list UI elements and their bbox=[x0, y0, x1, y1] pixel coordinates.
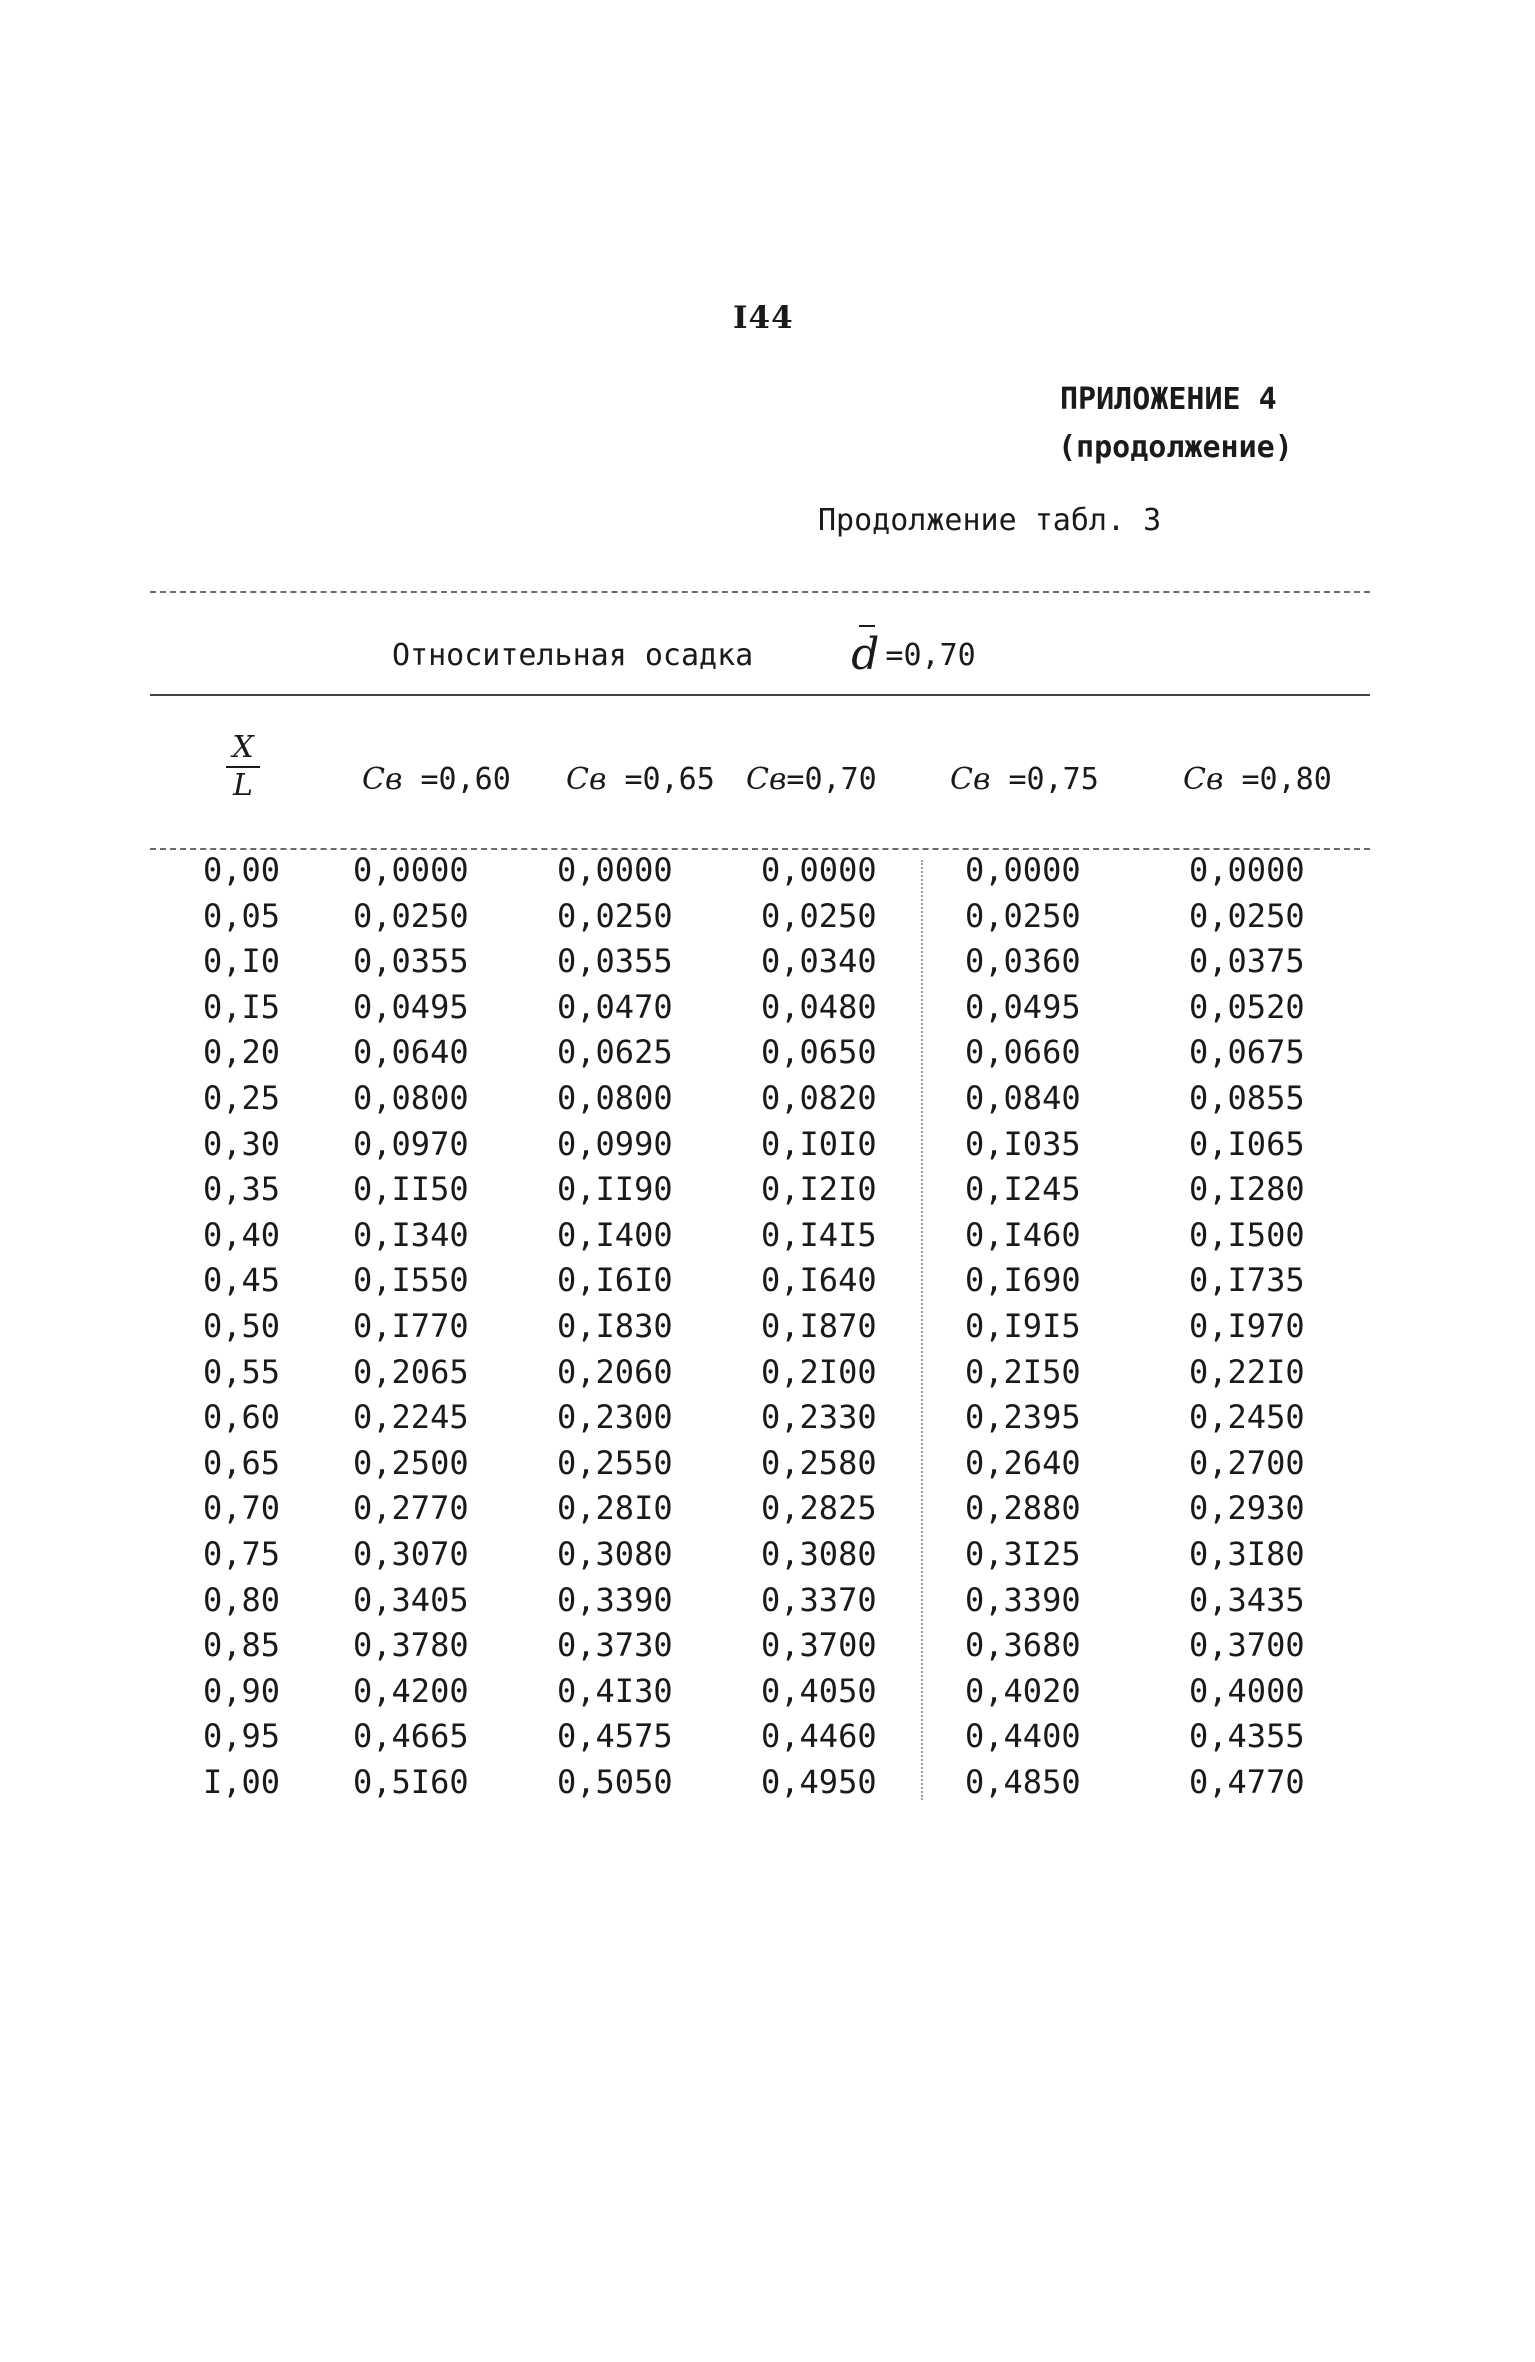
table-cell: 0,4770 bbox=[1189, 1763, 1305, 1801]
table-row bbox=[0, 1581, 1535, 1627]
x-header-numerator: X bbox=[232, 730, 254, 765]
table-cell: 0,0375 bbox=[1189, 942, 1305, 981]
table-cell: 0,4460 bbox=[761, 1717, 877, 1756]
table-cell: 0,2245 bbox=[353, 1398, 469, 1437]
table-cell: 0,2450 bbox=[1189, 1398, 1305, 1437]
table-cell: 0,0520 bbox=[1189, 987, 1305, 1026]
table-cell: 0,I735 bbox=[1189, 1261, 1305, 1300]
table-row bbox=[0, 1261, 1535, 1307]
column-value: =0,75 bbox=[1008, 762, 1099, 797]
table-cell: 0,3730 bbox=[557, 1626, 673, 1665]
table-cell: 0,0495 bbox=[965, 987, 1081, 1026]
table-row bbox=[0, 1307, 1535, 1353]
table-cell: 0,28I0 bbox=[557, 1489, 673, 1528]
table-cell: 0,0360 bbox=[965, 942, 1081, 981]
table-cell: 0,I690 bbox=[965, 1261, 1081, 1300]
table-cell: 0,I245 bbox=[965, 1170, 1081, 1209]
table-row bbox=[0, 1170, 1535, 1216]
table-cell: 0,3080 bbox=[557, 1535, 673, 1573]
table-cell: 0,2930 bbox=[1189, 1489, 1305, 1528]
table-row bbox=[0, 1216, 1535, 1262]
subheading-symbol: d bbox=[851, 629, 880, 680]
table-cell: 0,I035 bbox=[965, 1124, 1081, 1163]
row-x-value: 0,25 bbox=[203, 1079, 281, 1117]
subheading-label: Относительная осадка bbox=[392, 638, 754, 673]
row-x-value: 0,50 bbox=[203, 1307, 281, 1345]
table-cell: 0,II50 bbox=[353, 1170, 469, 1209]
table-cell: 0,4950 bbox=[761, 1763, 877, 1801]
subheading-value: =0,70 bbox=[885, 638, 976, 673]
table-cell: 0,4020 bbox=[965, 1671, 1081, 1710]
column-value: =0,70 bbox=[786, 762, 877, 797]
column-value: =0,60 bbox=[420, 762, 511, 797]
table-cell: 0,3390 bbox=[965, 1580, 1081, 1619]
table-cell: 0,5I60 bbox=[353, 1763, 469, 1801]
table-cell: 0,0340 bbox=[761, 942, 877, 981]
column-symbol: Cв bbox=[566, 762, 607, 797]
row-x-value: 0,70 bbox=[203, 1489, 281, 1528]
table-cell: 0,4050 bbox=[761, 1671, 877, 1710]
table-top-rule bbox=[150, 591, 1370, 593]
table-cell: 0,0800 bbox=[557, 1079, 673, 1117]
row-x-value: 0,90 bbox=[203, 1671, 281, 1710]
column-header-2 bbox=[566, 762, 715, 797]
table-cell: 0,4400 bbox=[965, 1717, 1081, 1756]
table-cell: 0,3780 bbox=[353, 1626, 469, 1665]
row-x-value: 0,I5 bbox=[203, 987, 281, 1026]
table-cell: 0,0970 bbox=[353, 1124, 469, 1163]
table-cell: 0,I0I0 bbox=[761, 1124, 877, 1163]
table-row bbox=[0, 1535, 1535, 1581]
table-cell: 0,I550 bbox=[353, 1261, 469, 1300]
column-header-5 bbox=[1183, 762, 1332, 797]
table-cell: 0,0625 bbox=[557, 1033, 673, 1072]
table-row bbox=[0, 1444, 1535, 1490]
table-cell: 0,0470 bbox=[557, 987, 673, 1026]
table-cell: 0,I500 bbox=[1189, 1215, 1305, 1254]
column-symbol: Cв bbox=[950, 762, 991, 797]
table-cell: 0,0355 bbox=[557, 942, 673, 981]
column-header-1 bbox=[362, 762, 511, 797]
x-header-denominator: L bbox=[233, 768, 253, 803]
table-cell: 0,0800 bbox=[353, 1079, 469, 1117]
row-x-value: 0,45 bbox=[203, 1261, 281, 1300]
appendix-title: ПРИЛОЖЕНИЕ 4 bbox=[1060, 382, 1277, 417]
row-x-value: 0,I0 bbox=[203, 942, 281, 981]
row-x-value: 0,30 bbox=[203, 1124, 281, 1163]
column-symbol: Cв bbox=[362, 762, 403, 797]
row-x-value: 0,20 bbox=[203, 1033, 281, 1072]
row-x-value: 0,55 bbox=[203, 1352, 281, 1391]
table-row bbox=[0, 1717, 1535, 1763]
table-cell: 0,2I50 bbox=[965, 1352, 1081, 1391]
row-x-value: 0,80 bbox=[203, 1580, 281, 1619]
column-symbol: Cв bbox=[746, 762, 787, 797]
table-row bbox=[0, 942, 1535, 988]
column-symbol: Cв bbox=[1183, 762, 1224, 797]
column-value: =0,65 bbox=[624, 762, 715, 797]
table-cell: 0,0820 bbox=[761, 1079, 877, 1117]
table-cell: 0,0650 bbox=[761, 1033, 877, 1072]
table-cell: 0,0480 bbox=[761, 987, 877, 1026]
table-cell: 0,0000 bbox=[557, 851, 673, 889]
row-x-value: 0,65 bbox=[203, 1443, 281, 1482]
table-cell: 0,I870 bbox=[761, 1307, 877, 1345]
row-x-value: 0,05 bbox=[203, 896, 281, 935]
row-x-value: 0,75 bbox=[203, 1535, 281, 1573]
table-row bbox=[0, 988, 1535, 1034]
table-cell: 0,I830 bbox=[557, 1307, 673, 1345]
table-cell: 0,3I80 bbox=[1189, 1535, 1305, 1573]
table-cell: 0,3390 bbox=[557, 1580, 673, 1619]
table-cell: 0,I4I5 bbox=[761, 1215, 877, 1254]
table-cell: 0,2580 bbox=[761, 1443, 877, 1482]
table-cell: 0,2700 bbox=[1189, 1443, 1305, 1482]
table-caption: Продолжение табл. 3 bbox=[818, 503, 1162, 538]
table-cell: 0,3435 bbox=[1189, 1580, 1305, 1619]
row-x-value: 0,95 bbox=[203, 1717, 281, 1756]
table-cell: 0,I065 bbox=[1189, 1124, 1305, 1163]
table-cell: 0,I340 bbox=[353, 1215, 469, 1254]
table-cell: 0,I9I5 bbox=[965, 1307, 1081, 1345]
table-cell: 0,2550 bbox=[557, 1443, 673, 1482]
table-cell: 0,II90 bbox=[557, 1170, 673, 1209]
table-cell: 0,0495 bbox=[353, 987, 469, 1026]
row-x-value: 0,00 bbox=[203, 851, 281, 889]
table-cell: 0,0250 bbox=[761, 896, 877, 935]
table-cell: 0,I280 bbox=[1189, 1170, 1305, 1209]
table-cell: 0,0250 bbox=[353, 896, 469, 935]
table-cell: 0,2640 bbox=[965, 1443, 1081, 1482]
table-row bbox=[0, 1079, 1535, 1125]
page-number: I44 bbox=[733, 300, 794, 336]
table-cell: 0,2300 bbox=[557, 1398, 673, 1437]
table-row bbox=[0, 1125, 1535, 1171]
row-x-value: 0,35 bbox=[203, 1170, 281, 1209]
table-cell: 0,0355 bbox=[353, 942, 469, 981]
table-row bbox=[0, 1398, 1535, 1444]
table-cell: 0,4850 bbox=[965, 1763, 1081, 1801]
table-mid-rule bbox=[150, 694, 1370, 696]
table-cell: 0,2825 bbox=[761, 1489, 877, 1528]
table-cell: 0,I770 bbox=[353, 1307, 469, 1345]
table-row bbox=[0, 897, 1535, 943]
table-cell: 0,0855 bbox=[1189, 1079, 1305, 1117]
table-cell: 0,0250 bbox=[965, 896, 1081, 935]
table-row bbox=[0, 1763, 1535, 1809]
table-header-rule bbox=[150, 848, 1370, 850]
table-subheading bbox=[392, 625, 976, 680]
table-cell: 0,3700 bbox=[1189, 1626, 1305, 1665]
table-cell: 0,0990 bbox=[557, 1124, 673, 1163]
table-row bbox=[0, 1489, 1535, 1535]
row-x-value: 0,60 bbox=[203, 1398, 281, 1437]
table-cell: 0,22I0 bbox=[1189, 1352, 1305, 1391]
table-cell: 0,0000 bbox=[353, 851, 469, 889]
table-cell: 0,I970 bbox=[1189, 1307, 1305, 1345]
x-over-l-header bbox=[220, 732, 266, 802]
table-cell: 0,I400 bbox=[557, 1215, 673, 1254]
table-cell: 0,0000 bbox=[1189, 851, 1305, 889]
table-cell: 0,3070 bbox=[353, 1535, 469, 1573]
table-cell: 0,4000 bbox=[1189, 1671, 1305, 1710]
row-x-value: 0,40 bbox=[203, 1215, 281, 1254]
table-cell: 0,4575 bbox=[557, 1717, 673, 1756]
table-row bbox=[0, 1353, 1535, 1399]
row-x-value: I,00 bbox=[203, 1763, 281, 1801]
table-cell: 0,3405 bbox=[353, 1580, 469, 1619]
table-cell: 0,0675 bbox=[1189, 1033, 1305, 1072]
table-cell: 0,2330 bbox=[761, 1398, 877, 1437]
table-cell: 0,I2I0 bbox=[761, 1170, 877, 1209]
table-row bbox=[0, 1033, 1535, 1079]
table-cell: 0,3700 bbox=[761, 1626, 877, 1665]
table-row bbox=[0, 1672, 1535, 1718]
table-cell: 0,4200 bbox=[353, 1671, 469, 1710]
table-cell: 0,3080 bbox=[761, 1535, 877, 1573]
table-cell: 0,I6I0 bbox=[557, 1261, 673, 1300]
appendix-subtitle: (продолжение) bbox=[1058, 430, 1293, 465]
table-cell: 0,2770 bbox=[353, 1489, 469, 1528]
table-cell: 0,I640 bbox=[761, 1261, 877, 1300]
table-row bbox=[0, 1626, 1535, 1672]
table-cell: 0,5050 bbox=[557, 1763, 673, 1801]
column-header-3 bbox=[746, 762, 877, 797]
table-cell: 0,2395 bbox=[965, 1398, 1081, 1437]
table-cell: 0,2880 bbox=[965, 1489, 1081, 1528]
table-cell: 0,0840 bbox=[965, 1079, 1081, 1117]
table-cell: 0,4I30 bbox=[557, 1671, 673, 1710]
table-cell: 0,2065 bbox=[353, 1352, 469, 1391]
table-cell: 0,4355 bbox=[1189, 1717, 1305, 1756]
table-cell: 0,0640 bbox=[353, 1033, 469, 1072]
table-cell: 0,2I00 bbox=[761, 1352, 877, 1391]
table-cell: 0,0000 bbox=[761, 851, 877, 889]
table-row bbox=[0, 851, 1535, 897]
table-cell: 0,3I25 bbox=[965, 1535, 1081, 1573]
table-cell: 0,0250 bbox=[1189, 896, 1305, 935]
table-cell: 0,3680 bbox=[965, 1626, 1081, 1665]
table-cell: 0,0250 bbox=[557, 896, 673, 935]
table-cell: 0,3370 bbox=[761, 1580, 877, 1619]
column-header-4 bbox=[950, 762, 1099, 797]
table-cell: 0,I460 bbox=[965, 1215, 1081, 1254]
column-value: =0,80 bbox=[1241, 762, 1332, 797]
table-cell: 0,0660 bbox=[965, 1033, 1081, 1072]
table-cell: 0,4665 bbox=[353, 1717, 469, 1756]
table-cell: 0,2060 bbox=[557, 1352, 673, 1391]
table-cell: 0,0000 bbox=[965, 851, 1081, 889]
row-x-value: 0,85 bbox=[203, 1626, 281, 1665]
table-cell: 0,2500 bbox=[353, 1443, 469, 1482]
